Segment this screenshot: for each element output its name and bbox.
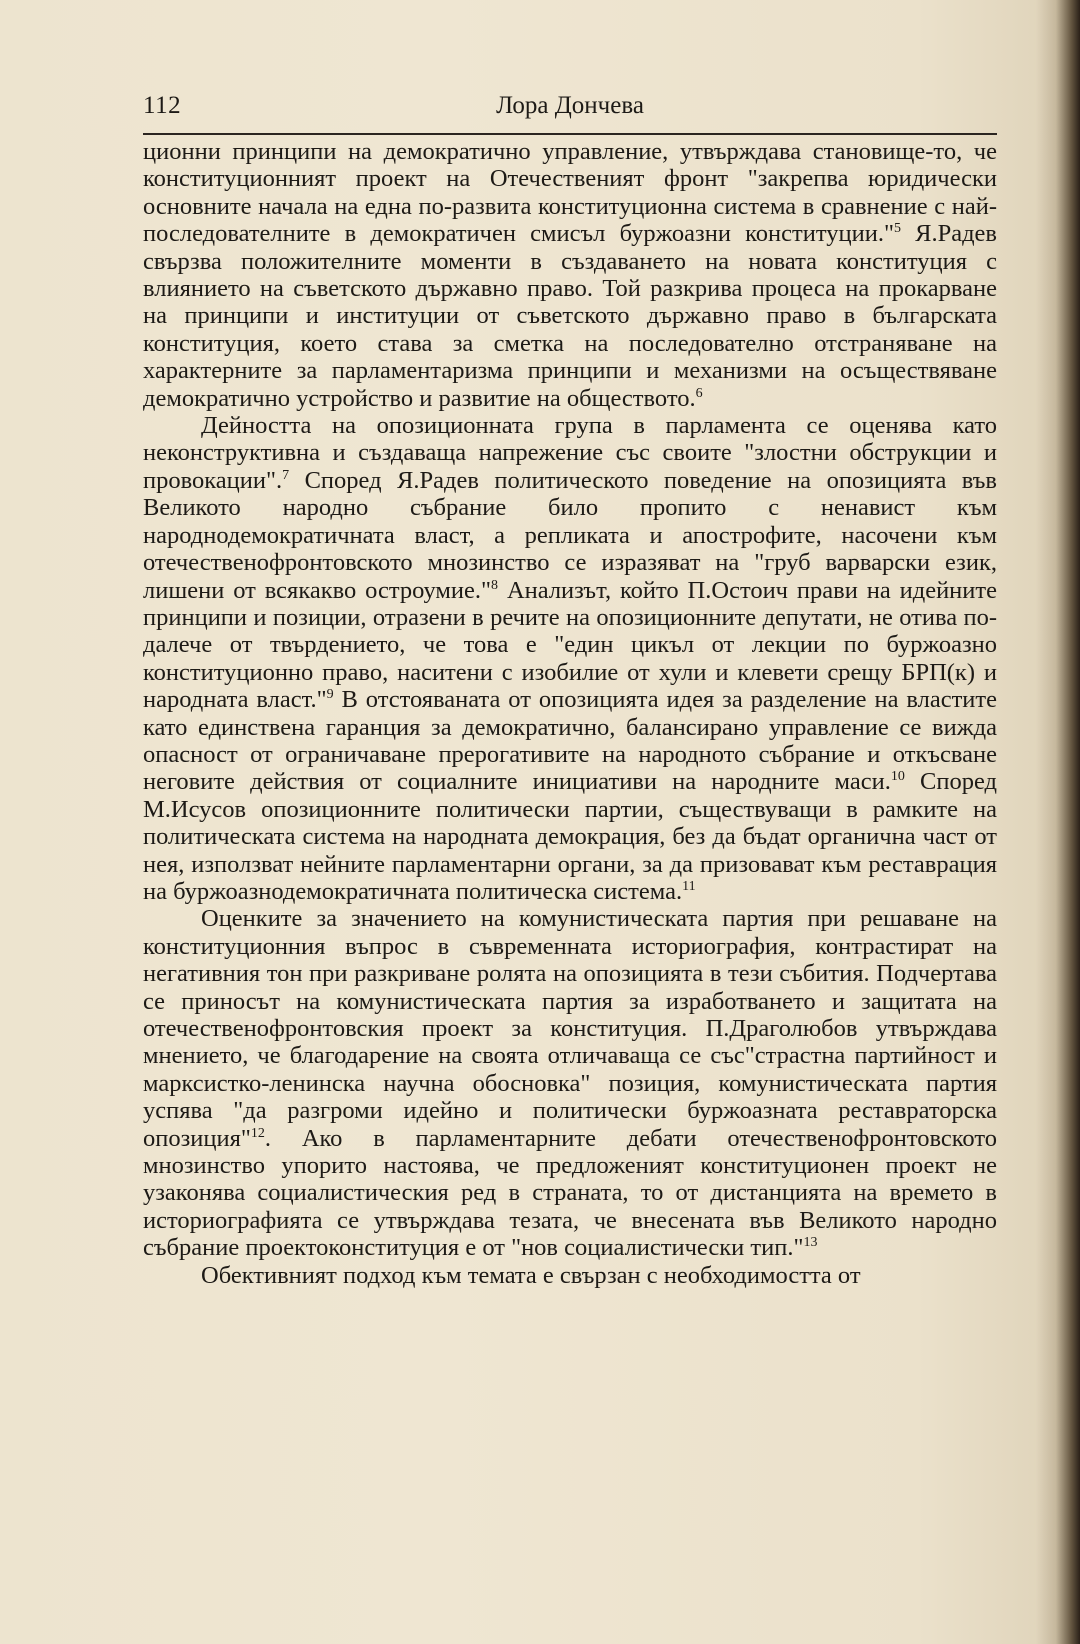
footnote-marker: 7 [282, 467, 290, 483]
running-title-author: Лора Дончева [496, 92, 644, 119]
footnote-marker: 13 [803, 1235, 818, 1251]
paragraph-text: Обективният подход към темата е свързан с необходимостта от [201, 1261, 861, 1289]
paragraph-text: ционни принципи на демократично управление, утвърждава становище-то, че конституционният проект на Отечественият фронт "закрепва юридически основните начала на една по-развита конституционна система в сравнение с най-последователните в демократичен смисъл буржоазни конституции." [143, 138, 997, 248]
paragraph-text: Я.Радев свързва положителните моменти в създаването на новата конституция с влиянието на съветското държавно право. Той разкрива процеса на прокарване на принципи и институции от съветското държавно право в българската конституция, което става за сметка на последователно отстраняване на характерните за парламентаризма принципи и механизми на осъществяване демократично устройство и развитие на обществото. [143, 220, 998, 412]
footnote-marker: 10 [890, 769, 905, 785]
footnote-marker: 9 [326, 687, 334, 703]
paragraph-text: Дейността на опозиционната група в парламента се оценява като неконструктивна и създаваща напрежение със своите "злостни обструкции и провокации". [143, 412, 997, 494]
body-text [143, 138, 997, 1289]
paragraph-text: Според Я.Радев политическото поведение на опозицията във Великото народно събрание било пропито с ненавист към народнодемократичната власт, а репликата и апострофите, насочени към отечественофронтовското мнозинство се изразяват на "груб варварски език, лишени от всякакво остроумие." [143, 466, 997, 604]
paragraph-text: Анализът, който П.Остоич прави на идейните принципи и позиции, отразени в речите на опозиционните депутати, не отива по-далече от твърдението, че това е "един цикъл от лекции по буржоазно конституционно право, наситени с изобилие от хули и клевети срещу БРП(к) и народната власт." [143, 576, 997, 714]
header-rule [143, 133, 997, 135]
paragraph-text: Според М.Исусов опозиционните политически партии, съществуващи в рамките на политическата система на народната демокрация, без да бъдат органична част от нея, използват нейните парламентарни органи, за да призовават към реставрация на буржоазнодемократичната политическа система. [143, 768, 997, 905]
paragraph [143, 412, 997, 905]
footnote-marker: 6 [695, 385, 703, 401]
paragraph-text: Оценките за значението на комунистическата партия при решаване на конституционния въпрос в съвременната историография, контрастират на негативния тон при разкриване ролята на опозицията в тези събития. Подчертава се приносът на комунистическата партия за изработването и защитата на отечественофронтовския проект за конституция. П.Драголюбов утвърждава мнението, че благодарение на своята отличаваща се със"страстна партийност и марксистко-ленинска научна обосновка" позиция, комунистическата партия успява "да разгроми идейно и политически буржоазната реставраторска опозиция" [143, 905, 997, 1152]
paragraph [143, 1262, 997, 1289]
paragraph [143, 905, 997, 1261]
footnote-marker: 11 [682, 878, 696, 894]
footnote-marker: 5 [893, 221, 901, 237]
paragraph-text: . Ако в парламентарните дебати отечественофронтовското мнозинство упорито настоява, че предложеният конституционен проект не узаконява социалистическия ред в страната, то от дистанцията на времето в историографията се утвърждава тезата, че внесената във Великото народно събрание проектоконституция е от "нов социалистически тип." [143, 1124, 997, 1262]
footnote-marker: 8 [491, 577, 499, 593]
binding-edge-shadow [1036, 0, 1080, 1644]
footnote-marker: 12 [250, 1125, 265, 1141]
page-number: 112 [143, 92, 182, 119]
paragraph [143, 138, 997, 412]
paragraph-text: В отстояваната от опозицията идея за разделение на властите като единствена гаранция за демократично, балансирано управление се вижда опасност от ограничаване прерогативите на народното събрание и откъсване неговите действия от социалните инициативи на народните маси. [143, 686, 997, 796]
page-header [143, 92, 997, 132]
